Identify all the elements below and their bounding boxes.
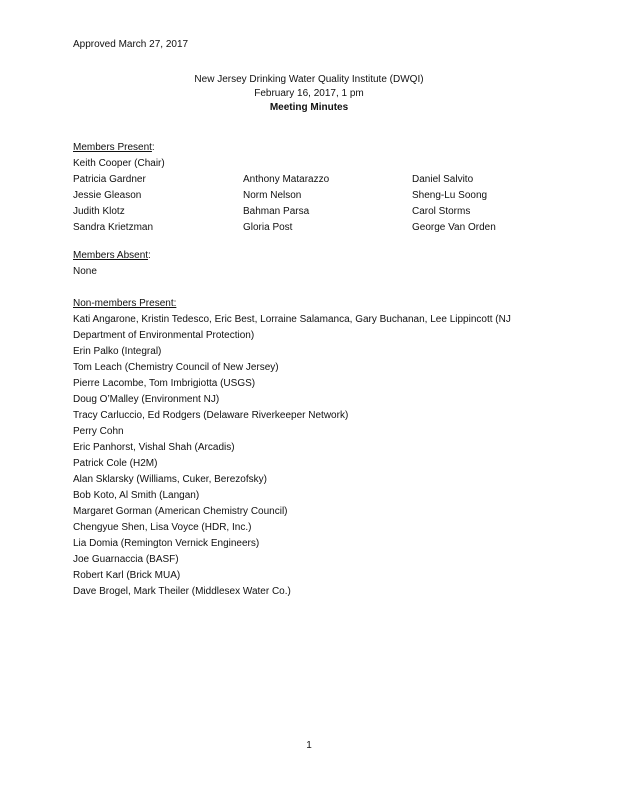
page-number: 1 [306, 740, 312, 751]
attendee-line: Lia Domia (Remington Vernick Engineers) [73, 538, 260, 549]
attendee-line: Dave Brogel, Mark Theiler (Middlesex Water Co.) [73, 586, 291, 597]
member-name: Anthony Matarazzo [243, 174, 330, 185]
members-present-column-1 [73, 156, 165, 236]
attendee-line: Bob Koto, Al Smith (Langan) [73, 490, 200, 501]
attendee-line: Alan Sklarsky (Williams, Cuker, Berezofsky) [73, 474, 267, 485]
organization-name: New Jersey Drinking Water Quality Institute (DWQI) [194, 74, 424, 85]
members-absent-heading [73, 248, 151, 264]
approval-note: Approved March 27, 2017 [73, 39, 189, 50]
attendee-line: Joe Guarnaccia (BASF) [73, 554, 179, 565]
attendee-line: Robert Karl (Brick MUA) [73, 570, 181, 581]
members-present-heading [73, 140, 155, 156]
attendee-line: Patrick Cole (H2M) [73, 458, 158, 469]
member-name: None [73, 266, 97, 277]
attendee-line: Doug O’Malley (Environment NJ) [73, 394, 220, 405]
member-name: George Van Orden [412, 222, 496, 233]
members-present-column-2 [243, 172, 329, 236]
members-present-column-3 [412, 172, 496, 236]
member-name: Sheng-Lu Soong [412, 190, 488, 201]
member-name: Daniel Salvito [412, 174, 474, 185]
attendee-line: Department of Environmental Protection) [73, 330, 255, 341]
member-name: Jessie Gleason [73, 190, 142, 201]
member-name: Gloria Post [243, 222, 293, 233]
member-name: Bahman Parsa [243, 206, 310, 217]
member-name: Judith Klotz [73, 206, 125, 217]
attendee-line: Erin Palko (Integral) [73, 346, 162, 357]
member-name: Keith Cooper (Chair) [73, 158, 165, 169]
nonmembers-present-label: Non-members Present: [73, 298, 177, 309]
members-absent-label: Members Absent [73, 250, 149, 261]
attendee-line: Margaret Gorman (American Chemistry Council) [73, 506, 288, 517]
members-present-colon: : [151, 142, 155, 153]
members-absent-colon: : [148, 250, 151, 261]
nonmembers-present-list [73, 312, 511, 600]
meeting-date: February 16, 2017, 1 pm [254, 88, 364, 99]
member-name: Carol Storms [412, 206, 471, 217]
attendee-line: Pierre Lacombe, Tom Imbrigiotta (USGS) [73, 378, 256, 389]
nonmembers-present-heading [73, 296, 176, 312]
attendee-line: Kati Angarone, Kristin Tedesco, Eric Best, Lorraine Salamanca, Gary Buchanan, Lee Lippincott (NJ [73, 314, 511, 325]
attendee-line: Chengyue Shen, Lisa Voyce (HDR, Inc.) [73, 522, 252, 533]
attendee-line: Tom Leach (Chemistry Council of New Jersey) [73, 362, 279, 373]
member-name: Sandra Krietzman [73, 222, 154, 233]
attendee-line: Perry Cohn [73, 426, 124, 437]
members-present-label: Members Present [73, 142, 152, 153]
members-absent-list [73, 264, 97, 280]
member-name: Norm Nelson [243, 190, 302, 201]
attendee-line: Eric Panhorst, Vishal Shah (Arcadis) [73, 442, 235, 453]
document-header [0, 73, 618, 115]
document-title: Meeting Minutes [269, 102, 349, 113]
attendee-line: Tracy Carluccio, Ed Rodgers (Delaware Riverkeeper Network) [73, 410, 349, 421]
member-name: Patricia Gardner [73, 174, 146, 185]
